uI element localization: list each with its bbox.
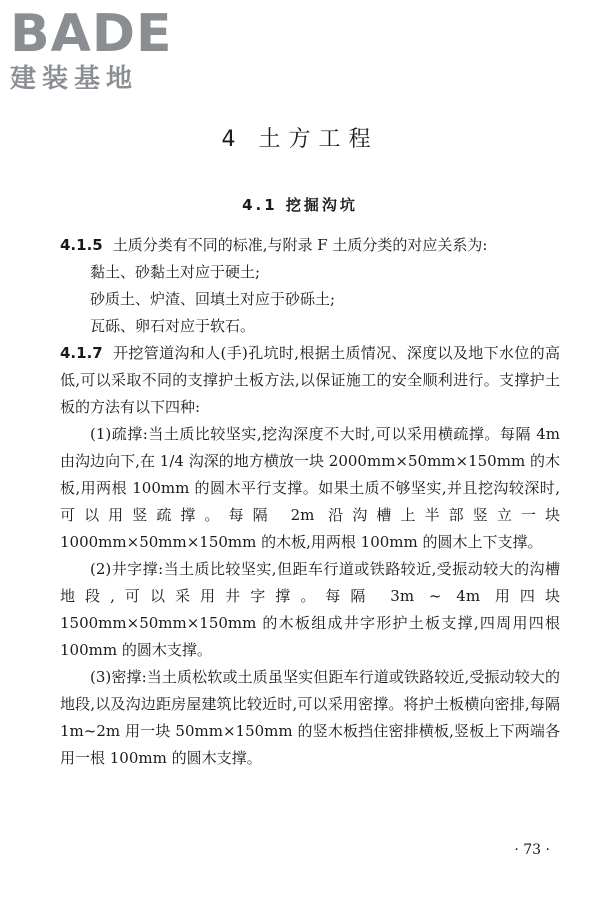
- logo-mark: BADE: [10, 4, 173, 64]
- clause-number: 4.1.7: [60, 344, 103, 362]
- clause-text: 开挖管道沟和人(手)孔坑时,根据土质情况、深度以及地下水位的高低,可以采取不同的支撑护土板方法,以保证施工的安全顺利进行。支撑护土板的方法有以下四种:: [60, 344, 560, 416]
- clause-number: 4.1.5: [60, 236, 103, 254]
- list-item: 砂质土、炉渣、回填土对应于砂砾土;: [90, 290, 336, 308]
- chapter-title: 4 土方工程: [221, 127, 379, 152]
- paragraph-dense-bracing: (3)密撑:当土质松软或土质虽坚实但距车行道或铁路较近,受振动较大的地段,以及沟边距房屋建筑比较近时,可以采用密撑。将护土板横向密排,每隔 1m~2m 用一块 50mm×150mm 的竖木板挡住密排横板,竖板上下两端各用一根 100mm 的圆木支撑。: [60, 668, 560, 767]
- logo-subtitle: 建装基地: [10, 64, 139, 94]
- paragraph-sparse-bracing: (1)疏撑:当土质比较坚实,挖沟深度不大时,可以采用横疏撑。每隔 4m 由沟边向下,在 1/4 沟深的地方横放一块 2000mm×50mm×150mm 的木板,用两根 100mm 的圆木平行支撑。如果土质不够坚实,并且挖沟较深时,可以用竖疏撑。每隔 2m 沿沟槽上半部竖立一块 1000mm×50mm×150mm 的木板,用两根 100mm 的圆木上下支撑。: [60, 425, 560, 551]
- logo: [10, 4, 180, 94]
- document-body: [60, 232, 560, 772]
- list-item: 瓦砾、卵石对应于软石。: [90, 317, 256, 335]
- clause-4-1-7: [60, 340, 560, 421]
- page-number: · 73 ·: [514, 842, 550, 858]
- clause-text: 土质分类有不同的标准,与附录 F 土质分类的对应关系为:: [112, 236, 488, 254]
- paragraph-well-bracing: (2)井字撑:当土质比较坚实,但距车行道或铁路较近,受振动较大的沟槽地段,可以采用井字撑。每隔 3m ~ 4m 用四块 1500mm×50mm×150mm 的木板组成井字形护土板支撑,四周用四根 100mm 的圆木支撑。: [60, 560, 560, 659]
- list-item: 黏土、砂黏土对应于硬土;: [90, 263, 261, 281]
- clause-4-1-5: [60, 232, 560, 259]
- section-title: 4.1 挖掘沟坑: [242, 196, 358, 214]
